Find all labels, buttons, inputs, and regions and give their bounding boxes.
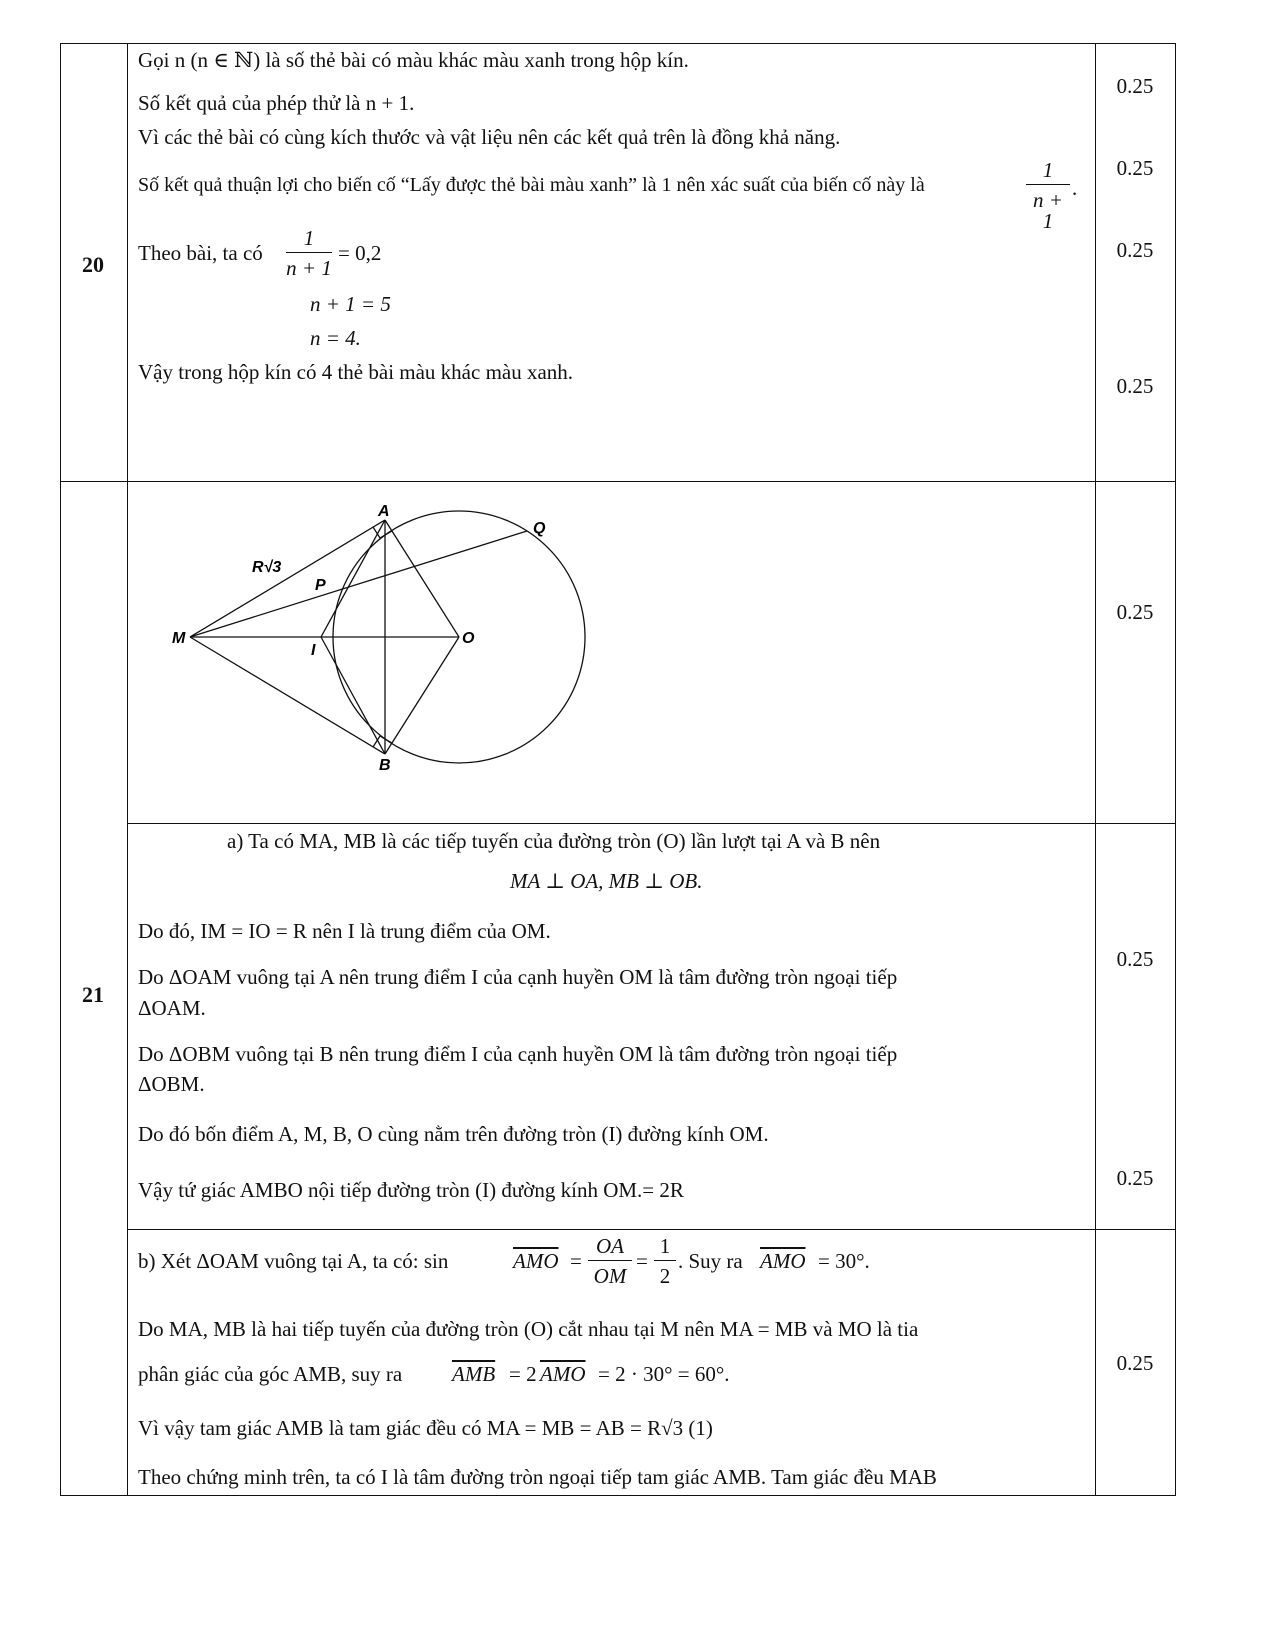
fraction-numerator: 1 bbox=[1042, 158, 1054, 182]
secant-mpq bbox=[190, 531, 527, 637]
q21a-line4: Do ΔOAM vuông tại A nên trung điểm I của cạnh huyền OM là tâm đường tròn ngoại tiếp bbox=[138, 965, 898, 989]
q21a-score-1: 0.25 bbox=[1116, 947, 1154, 971]
q20-line1: Gọi n (n ∈ ℕ) là số thẻ bài có màu khác màu xanh trong hộp kín. bbox=[138, 48, 689, 72]
q20-line4-period: . bbox=[1072, 176, 1078, 200]
q21a-line6: Do ΔOBM vuông tại B nên trung điểm I của cạnh huyền OM là tâm đường tròn ngoại tiếp bbox=[138, 1042, 898, 1066]
fraction-denominator: n + 1 bbox=[1026, 184, 1070, 232]
fraction-denominator: OM bbox=[588, 1260, 632, 1287]
q20-eq3: n = 4. bbox=[310, 326, 361, 350]
table-border-row1 bbox=[60, 481, 1176, 482]
q20-fraction-equation bbox=[286, 228, 332, 279]
table-border-top bbox=[60, 43, 1176, 44]
geometry-figure bbox=[150, 495, 610, 785]
table-border-bottom bbox=[60, 1495, 1176, 1496]
q21b-line3-prefix: phân giác của góc AMB, suy ra bbox=[138, 1362, 403, 1386]
q21b-fraction-half bbox=[654, 1236, 676, 1287]
fraction-numerator: 1 bbox=[659, 1234, 671, 1258]
label-segment-length: R√3 bbox=[252, 559, 282, 576]
segment-ib bbox=[321, 637, 385, 754]
q21a-line8: Do đó bốn điểm A, M, B, O cùng nằm trên đường tròn (I) đường kính OM. bbox=[138, 1122, 769, 1146]
q21a-line3: Do đó, IM = IO = R nên I là trung điểm của OM. bbox=[138, 919, 551, 943]
fraction-numerator: OA bbox=[596, 1234, 624, 1258]
q20-line5-prefix: Theo bài, ta có bbox=[138, 241, 263, 265]
q20-score-4: 0.25 bbox=[1116, 374, 1154, 398]
q21b-line3-mid: = 2 bbox=[509, 1362, 537, 1386]
q21b-line3-end: = 2 · 30° = 60°. bbox=[598, 1362, 730, 1386]
q21a-line1: a) Ta có MA, MB là các tiếp tuyến của đường tròn (O) lần lượt tại A và B nên bbox=[227, 829, 881, 853]
q20-eq1: = 0,2 bbox=[338, 241, 382, 265]
label-p: P bbox=[315, 577, 326, 594]
fraction-denominator: 2 bbox=[654, 1260, 676, 1287]
q21-figure-score: 0.25 bbox=[1116, 600, 1154, 624]
table-border-row2a bbox=[127, 823, 1176, 824]
tangent-mb bbox=[190, 637, 385, 754]
q21a-score-2: 0.25 bbox=[1116, 1166, 1154, 1190]
label-a: A bbox=[378, 503, 390, 520]
q20-line3: Vì các thẻ bài có cùng kích thước và vật liệu nên các kết quả trên là đồng khả năng. bbox=[138, 125, 841, 149]
label-o: O bbox=[462, 630, 475, 647]
q21a-line9: Vậy tứ giác AMBO nội tiếp đường tròn (I) đường kính OM.= 2R bbox=[138, 1178, 684, 1202]
table-border-right bbox=[1175, 43, 1176, 1496]
q21b-suffix: . Suy ra bbox=[678, 1249, 743, 1273]
q21a-line7: ΔOBM. bbox=[138, 1072, 205, 1096]
q21b-angle-amb: $\overline{AMB}$ bbox=[452, 1362, 496, 1386]
label-b: B bbox=[379, 757, 391, 774]
q21b-angle-amo-3: $\overline{AMO}$ bbox=[540, 1362, 586, 1386]
tangent-ma bbox=[190, 520, 385, 637]
q21b-line5: Theo chứng minh trên, ta có I là tâm đường tròn ngoại tiếp tam giác AMB. Tam giác đều MAB bbox=[138, 1465, 937, 1489]
segment-bo bbox=[385, 637, 459, 754]
segment-ao bbox=[385, 520, 459, 637]
fraction-numerator: 1 bbox=[303, 226, 315, 250]
label-m: M bbox=[172, 630, 186, 647]
label-i: I bbox=[311, 642, 316, 659]
q20-eq2: n + 1 = 5 bbox=[310, 292, 391, 316]
q21b-angle-amo: $\overline{AMO}$ bbox=[513, 1249, 559, 1273]
q21b-eq-sign-2: = bbox=[636, 1249, 648, 1273]
question-number-21: 21 bbox=[82, 982, 104, 1007]
q20-conclusion: Vậy trong hộp kín có 4 thẻ bài màu khác màu xanh. bbox=[138, 360, 574, 384]
table-border-row2b bbox=[127, 1229, 1176, 1230]
q21b-line1-prefix: b) Xét ΔOAM vuông tại A, ta có: sin bbox=[138, 1249, 449, 1273]
fraction-denominator: n + 1 bbox=[286, 252, 332, 279]
question-number-20: 20 bbox=[82, 252, 104, 277]
q20-score-3: 0.25 bbox=[1116, 238, 1154, 262]
q21b-eq-sign-1: = bbox=[570, 1249, 582, 1273]
table-border-col2 bbox=[1095, 43, 1096, 1496]
q21b-line4: Vì vậy tam giác AMB là tam giác đều có MA = MB = AB = R√3 (1) bbox=[138, 1416, 713, 1440]
q21b-result: = 30°. bbox=[818, 1249, 870, 1273]
q21a-line2: MA ⊥ OA, MB ⊥ OB. bbox=[510, 869, 703, 893]
q21b-fraction-oa-om bbox=[588, 1236, 632, 1287]
q20-score-1: 0.25 bbox=[1116, 74, 1154, 98]
q21b-line2: Do MA, MB là hai tiếp tuyến của đường tròn (O) cắt nhau tại M nên MA = MB và MO là tia bbox=[138, 1317, 919, 1341]
label-q: Q bbox=[533, 520, 546, 537]
q20-line2: Số kết quả của phép thử là n + 1. bbox=[138, 91, 415, 115]
q20-line4: Số kết quả thuận lợi cho biến cố “Lấy được thẻ bài màu xanh” là 1 nên xác suất của biến cố này là bbox=[138, 174, 925, 196]
q21a-line5: ΔOAM. bbox=[138, 996, 206, 1020]
q21b-score: 0.25 bbox=[1116, 1351, 1154, 1375]
q20-fraction-probability bbox=[1026, 160, 1070, 232]
q21b-angle-amo-2: $\overline{AMO}$ bbox=[760, 1249, 806, 1273]
q20-score-2: 0.25 bbox=[1116, 156, 1154, 180]
